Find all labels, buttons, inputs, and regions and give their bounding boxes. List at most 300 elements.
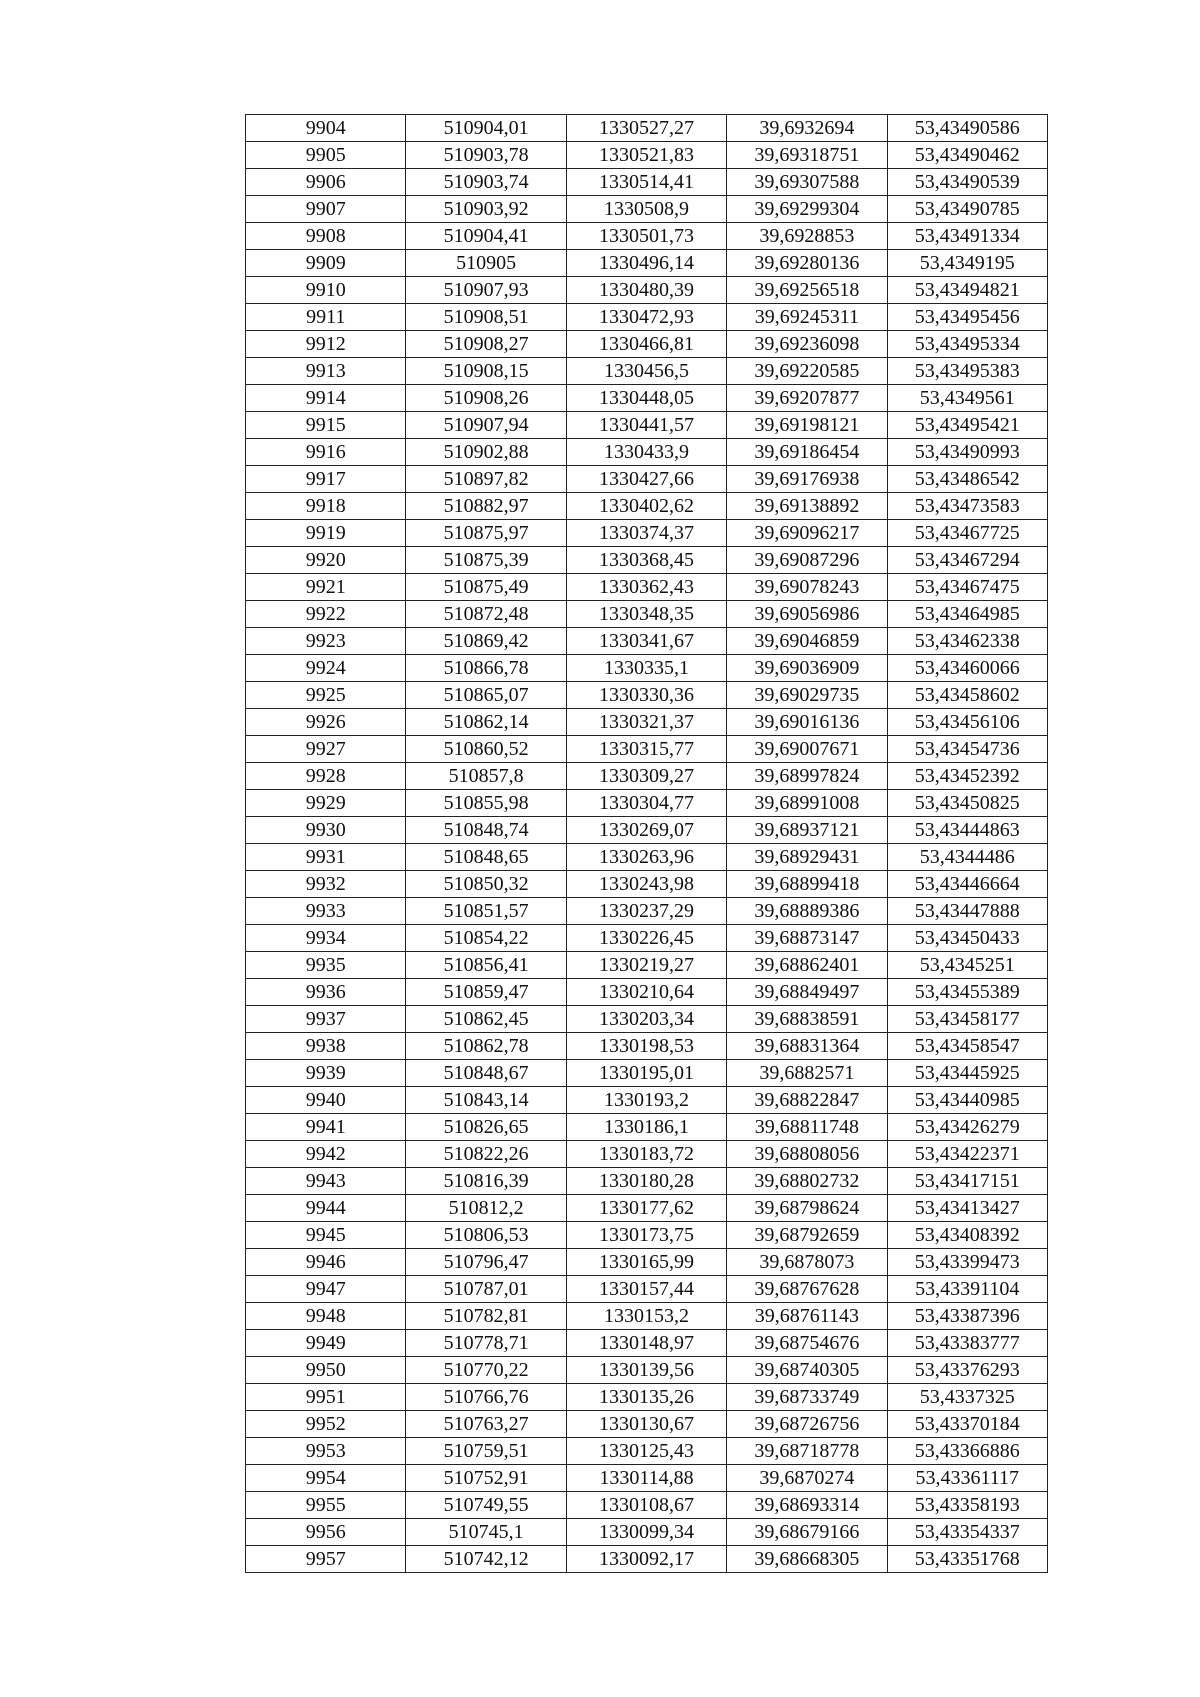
longitude-cell: 53,43376293 [887, 1357, 1047, 1384]
y-coordinate-cell: 1330448,05 [566, 385, 726, 412]
x-coordinate-cell: 510816,39 [406, 1168, 566, 1195]
point-number-cell: 9956 [246, 1519, 406, 1546]
table-row [246, 385, 1048, 412]
longitude-cell: 53,43454736 [887, 736, 1047, 763]
latitude-cell: 39,69245311 [727, 304, 887, 331]
y-coordinate-cell: 1330139,56 [566, 1357, 726, 1384]
latitude-cell: 39,69138892 [727, 493, 887, 520]
longitude-cell: 53,4345251 [887, 952, 1047, 979]
y-coordinate-cell: 1330173,75 [566, 1222, 726, 1249]
longitude-cell: 53,43490586 [887, 115, 1047, 142]
point-number-cell: 9936 [246, 979, 406, 1006]
latitude-cell: 39,68798624 [727, 1195, 887, 1222]
table-row [246, 520, 1048, 547]
latitude-cell: 39,69078243 [727, 574, 887, 601]
table-row [246, 871, 1048, 898]
coordinates-table [245, 114, 1048, 1573]
longitude-cell: 53,43358193 [887, 1492, 1047, 1519]
y-coordinate-cell: 1330341,67 [566, 628, 726, 655]
y-coordinate-cell: 1330243,98 [566, 871, 726, 898]
y-coordinate-cell: 1330269,07 [566, 817, 726, 844]
point-number-cell: 9924 [246, 655, 406, 682]
latitude-cell: 39,68929431 [727, 844, 887, 871]
table-row [246, 493, 1048, 520]
y-coordinate-cell: 1330198,53 [566, 1033, 726, 1060]
latitude-cell: 39,69036909 [727, 655, 887, 682]
table-row [246, 1519, 1048, 1546]
latitude-cell: 39,69007671 [727, 736, 887, 763]
table-row [246, 331, 1048, 358]
x-coordinate-cell: 510763,27 [406, 1411, 566, 1438]
longitude-cell: 53,43446664 [887, 871, 1047, 898]
latitude-cell: 39,69318751 [727, 142, 887, 169]
point-number-cell: 9908 [246, 223, 406, 250]
point-number-cell: 9934 [246, 925, 406, 952]
x-coordinate-cell: 510869,42 [406, 628, 566, 655]
latitude-cell: 39,68849497 [727, 979, 887, 1006]
latitude-cell: 39,69056986 [727, 601, 887, 628]
x-coordinate-cell: 510787,01 [406, 1276, 566, 1303]
point-number-cell: 9952 [246, 1411, 406, 1438]
table-row [246, 1141, 1048, 1168]
point-number-cell: 9918 [246, 493, 406, 520]
longitude-cell: 53,43417151 [887, 1168, 1047, 1195]
latitude-cell: 39,68822847 [727, 1087, 887, 1114]
y-coordinate-cell: 1330157,44 [566, 1276, 726, 1303]
table-row [246, 1168, 1048, 1195]
y-coordinate-cell: 1330427,66 [566, 466, 726, 493]
latitude-cell: 39,69046859 [727, 628, 887, 655]
latitude-cell: 39,68889386 [727, 898, 887, 925]
table-row [246, 142, 1048, 169]
longitude-cell: 53,43458602 [887, 682, 1047, 709]
point-number-cell: 9943 [246, 1168, 406, 1195]
latitude-cell: 39,68718778 [727, 1438, 887, 1465]
longitude-cell: 53,43490785 [887, 196, 1047, 223]
point-number-cell: 9940 [246, 1087, 406, 1114]
x-coordinate-cell: 510862,14 [406, 709, 566, 736]
longitude-cell: 53,43413427 [887, 1195, 1047, 1222]
table-row [246, 601, 1048, 628]
table-row [246, 1438, 1048, 1465]
latitude-cell: 39,6878073 [727, 1249, 887, 1276]
latitude-cell: 39,69096217 [727, 520, 887, 547]
longitude-cell: 53,43422371 [887, 1141, 1047, 1168]
x-coordinate-cell: 510848,67 [406, 1060, 566, 1087]
point-number-cell: 9920 [246, 547, 406, 574]
x-coordinate-cell: 510742,12 [406, 1546, 566, 1573]
x-coordinate-cell: 510850,32 [406, 871, 566, 898]
longitude-cell: 53,43455389 [887, 979, 1047, 1006]
point-number-cell: 9911 [246, 304, 406, 331]
x-coordinate-cell: 510875,39 [406, 547, 566, 574]
longitude-cell: 53,43494821 [887, 277, 1047, 304]
longitude-cell: 53,43370184 [887, 1411, 1047, 1438]
longitude-cell: 53,43464985 [887, 601, 1047, 628]
longitude-cell: 53,43486542 [887, 466, 1047, 493]
point-number-cell: 9954 [246, 1465, 406, 1492]
x-coordinate-cell: 510782,81 [406, 1303, 566, 1330]
x-coordinate-cell: 510749,55 [406, 1492, 566, 1519]
table-row [246, 1006, 1048, 1033]
longitude-cell: 53,43452392 [887, 763, 1047, 790]
table-row [246, 1411, 1048, 1438]
x-coordinate-cell: 510778,71 [406, 1330, 566, 1357]
point-number-cell: 9935 [246, 952, 406, 979]
y-coordinate-cell: 1330374,37 [566, 520, 726, 547]
table-row [246, 412, 1048, 439]
table-row [246, 844, 1048, 871]
longitude-cell: 53,43473583 [887, 493, 1047, 520]
x-coordinate-cell: 510857,8 [406, 763, 566, 790]
latitude-cell: 39,69176938 [727, 466, 887, 493]
x-coordinate-cell: 510856,41 [406, 952, 566, 979]
latitude-cell: 39,68899418 [727, 871, 887, 898]
point-number-cell: 9915 [246, 412, 406, 439]
point-number-cell: 9933 [246, 898, 406, 925]
x-coordinate-cell: 510812,2 [406, 1195, 566, 1222]
table-row [246, 1222, 1048, 1249]
latitude-cell: 39,68767628 [727, 1276, 887, 1303]
point-number-cell: 9947 [246, 1276, 406, 1303]
point-number-cell: 9938 [246, 1033, 406, 1060]
y-coordinate-cell: 1330309,27 [566, 763, 726, 790]
latitude-cell: 39,68802732 [727, 1168, 887, 1195]
latitude-cell: 39,69299304 [727, 196, 887, 223]
table-row [246, 358, 1048, 385]
longitude-cell: 53,43445925 [887, 1060, 1047, 1087]
y-coordinate-cell: 1330195,01 [566, 1060, 726, 1087]
point-number-cell: 9948 [246, 1303, 406, 1330]
longitude-cell: 53,43467294 [887, 547, 1047, 574]
y-coordinate-cell: 1330165,99 [566, 1249, 726, 1276]
point-number-cell: 9942 [246, 1141, 406, 1168]
latitude-cell: 39,69256518 [727, 277, 887, 304]
latitude-cell: 39,69307588 [727, 169, 887, 196]
y-coordinate-cell: 1330203,34 [566, 1006, 726, 1033]
table-row [246, 169, 1048, 196]
y-coordinate-cell: 1330226,45 [566, 925, 726, 952]
y-coordinate-cell: 1330456,5 [566, 358, 726, 385]
point-number-cell: 9946 [246, 1249, 406, 1276]
longitude-cell: 53,4349561 [887, 385, 1047, 412]
table-row [246, 1492, 1048, 1519]
y-coordinate-cell: 1330092,17 [566, 1546, 726, 1573]
y-coordinate-cell: 1330099,34 [566, 1519, 726, 1546]
y-coordinate-cell: 1330362,43 [566, 574, 726, 601]
table-row [246, 682, 1048, 709]
y-coordinate-cell: 1330237,29 [566, 898, 726, 925]
longitude-cell: 53,43467725 [887, 520, 1047, 547]
point-number-cell: 9928 [246, 763, 406, 790]
longitude-cell: 53,43458177 [887, 1006, 1047, 1033]
y-coordinate-cell: 1330315,77 [566, 736, 726, 763]
point-number-cell: 9945 [246, 1222, 406, 1249]
table-row [246, 574, 1048, 601]
latitude-cell: 39,69016136 [727, 709, 887, 736]
y-coordinate-cell: 1330148,97 [566, 1330, 726, 1357]
x-coordinate-cell: 510905 [406, 250, 566, 277]
latitude-cell: 39,68693314 [727, 1492, 887, 1519]
y-coordinate-cell: 1330304,77 [566, 790, 726, 817]
longitude-cell: 53,4349195 [887, 250, 1047, 277]
y-coordinate-cell: 1330135,26 [566, 1384, 726, 1411]
latitude-cell: 39,69207877 [727, 385, 887, 412]
latitude-cell: 39,68997824 [727, 763, 887, 790]
table-row [246, 817, 1048, 844]
longitude-cell: 53,43462338 [887, 628, 1047, 655]
point-number-cell: 9925 [246, 682, 406, 709]
latitude-cell: 39,69087296 [727, 547, 887, 574]
x-coordinate-cell: 510796,47 [406, 1249, 566, 1276]
point-number-cell: 9921 [246, 574, 406, 601]
table-row [246, 655, 1048, 682]
table-row [246, 1357, 1048, 1384]
latitude-cell: 39,68808056 [727, 1141, 887, 1168]
latitude-cell: 39,69236098 [727, 331, 887, 358]
point-number-cell: 9944 [246, 1195, 406, 1222]
point-number-cell: 9930 [246, 817, 406, 844]
x-coordinate-cell: 510908,15 [406, 358, 566, 385]
table-row [246, 547, 1048, 574]
table-row [246, 736, 1048, 763]
point-number-cell: 9955 [246, 1492, 406, 1519]
longitude-cell: 53,43391104 [887, 1276, 1047, 1303]
y-coordinate-cell: 1330219,27 [566, 952, 726, 979]
x-coordinate-cell: 510745,1 [406, 1519, 566, 1546]
y-coordinate-cell: 1330508,9 [566, 196, 726, 223]
longitude-cell: 53,43361117 [887, 1465, 1047, 1492]
latitude-cell: 39,68831364 [727, 1033, 887, 1060]
point-number-cell: 9922 [246, 601, 406, 628]
point-number-cell: 9904 [246, 115, 406, 142]
longitude-cell: 53,43444863 [887, 817, 1047, 844]
longitude-cell: 53,43408392 [887, 1222, 1047, 1249]
longitude-cell: 53,43387396 [887, 1303, 1047, 1330]
longitude-cell: 53,43490993 [887, 439, 1047, 466]
y-coordinate-cell: 1330153,2 [566, 1303, 726, 1330]
point-number-cell: 9923 [246, 628, 406, 655]
latitude-cell: 39,68740305 [727, 1357, 887, 1384]
point-number-cell: 9914 [246, 385, 406, 412]
coordinates-table-body [246, 115, 1048, 1573]
x-coordinate-cell: 510865,07 [406, 682, 566, 709]
longitude-cell: 53,43495456 [887, 304, 1047, 331]
table-row [246, 250, 1048, 277]
x-coordinate-cell: 510904,41 [406, 223, 566, 250]
point-number-cell: 9913 [246, 358, 406, 385]
x-coordinate-cell: 510872,48 [406, 601, 566, 628]
point-number-cell: 9951 [246, 1384, 406, 1411]
x-coordinate-cell: 510903,78 [406, 142, 566, 169]
x-coordinate-cell: 510908,27 [406, 331, 566, 358]
y-coordinate-cell: 1330263,96 [566, 844, 726, 871]
x-coordinate-cell: 510902,88 [406, 439, 566, 466]
longitude-cell: 53,43383777 [887, 1330, 1047, 1357]
latitude-cell: 39,69220585 [727, 358, 887, 385]
table-row [246, 979, 1048, 1006]
longitude-cell: 53,4344486 [887, 844, 1047, 871]
latitude-cell: 39,69186454 [727, 439, 887, 466]
latitude-cell: 39,69029735 [727, 682, 887, 709]
y-coordinate-cell: 1330466,81 [566, 331, 726, 358]
longitude-cell: 53,43450433 [887, 925, 1047, 952]
table-row [246, 1546, 1048, 1573]
table-row [246, 709, 1048, 736]
x-coordinate-cell: 510822,26 [406, 1141, 566, 1168]
x-coordinate-cell: 510907,93 [406, 277, 566, 304]
longitude-cell: 53,43495334 [887, 331, 1047, 358]
point-number-cell: 9950 [246, 1357, 406, 1384]
point-number-cell: 9912 [246, 331, 406, 358]
latitude-cell: 39,68873147 [727, 925, 887, 952]
y-coordinate-cell: 1330183,72 [566, 1141, 726, 1168]
table-row [246, 1114, 1048, 1141]
longitude-cell: 53,43456106 [887, 709, 1047, 736]
longitude-cell: 53,43490462 [887, 142, 1047, 169]
latitude-cell: 39,68937121 [727, 817, 887, 844]
x-coordinate-cell: 510859,47 [406, 979, 566, 1006]
table-row [246, 763, 1048, 790]
longitude-cell: 53,43351768 [887, 1546, 1047, 1573]
x-coordinate-cell: 510903,74 [406, 169, 566, 196]
x-coordinate-cell: 510860,52 [406, 736, 566, 763]
table-row [246, 439, 1048, 466]
y-coordinate-cell: 1330130,67 [566, 1411, 726, 1438]
table-row [246, 1087, 1048, 1114]
latitude-cell: 39,68733749 [727, 1384, 887, 1411]
y-coordinate-cell: 1330472,93 [566, 304, 726, 331]
x-coordinate-cell: 510826,65 [406, 1114, 566, 1141]
x-coordinate-cell: 510855,98 [406, 790, 566, 817]
y-coordinate-cell: 1330480,39 [566, 277, 726, 304]
table-row [246, 1195, 1048, 1222]
table-row [246, 466, 1048, 493]
x-coordinate-cell: 510904,01 [406, 115, 566, 142]
table-row [246, 898, 1048, 925]
latitude-cell: 39,69198121 [727, 412, 887, 439]
longitude-cell: 53,43495383 [887, 358, 1047, 385]
x-coordinate-cell: 510759,51 [406, 1438, 566, 1465]
table-row [246, 1060, 1048, 1087]
latitude-cell: 39,6870274 [727, 1465, 887, 1492]
latitude-cell: 39,68679166 [727, 1519, 887, 1546]
point-number-cell: 9917 [246, 466, 406, 493]
x-coordinate-cell: 510897,82 [406, 466, 566, 493]
y-coordinate-cell: 1330177,62 [566, 1195, 726, 1222]
x-coordinate-cell: 510862,45 [406, 1006, 566, 1033]
x-coordinate-cell: 510908,51 [406, 304, 566, 331]
y-coordinate-cell: 1330125,43 [566, 1438, 726, 1465]
table-row [246, 1303, 1048, 1330]
longitude-cell: 53,43354337 [887, 1519, 1047, 1546]
x-coordinate-cell: 510854,22 [406, 925, 566, 952]
x-coordinate-cell: 510766,76 [406, 1384, 566, 1411]
x-coordinate-cell: 510848,74 [406, 817, 566, 844]
point-number-cell: 9941 [246, 1114, 406, 1141]
y-coordinate-cell: 1330335,1 [566, 655, 726, 682]
y-coordinate-cell: 1330441,57 [566, 412, 726, 439]
point-number-cell: 9937 [246, 1006, 406, 1033]
point-number-cell: 9932 [246, 871, 406, 898]
y-coordinate-cell: 1330210,64 [566, 979, 726, 1006]
y-coordinate-cell: 1330193,2 [566, 1087, 726, 1114]
y-coordinate-cell: 1330521,83 [566, 142, 726, 169]
longitude-cell: 53,43467475 [887, 574, 1047, 601]
x-coordinate-cell: 510908,26 [406, 385, 566, 412]
table-row [246, 1276, 1048, 1303]
longitude-cell: 53,43447888 [887, 898, 1047, 925]
x-coordinate-cell: 510848,65 [406, 844, 566, 871]
point-number-cell: 9957 [246, 1546, 406, 1573]
table-row [246, 115, 1048, 142]
latitude-cell: 39,68754676 [727, 1330, 887, 1357]
latitude-cell: 39,68761143 [727, 1303, 887, 1330]
y-coordinate-cell: 1330348,35 [566, 601, 726, 628]
x-coordinate-cell: 510851,57 [406, 898, 566, 925]
x-coordinate-cell: 510862,78 [406, 1033, 566, 1060]
y-coordinate-cell: 1330368,45 [566, 547, 726, 574]
longitude-cell: 53,43366886 [887, 1438, 1047, 1465]
y-coordinate-cell: 1330496,14 [566, 250, 726, 277]
table-row [246, 223, 1048, 250]
x-coordinate-cell: 510875,97 [406, 520, 566, 547]
x-coordinate-cell: 510882,97 [406, 493, 566, 520]
point-number-cell: 9919 [246, 520, 406, 547]
point-number-cell: 9939 [246, 1060, 406, 1087]
table-row [246, 628, 1048, 655]
table-row [246, 790, 1048, 817]
longitude-cell: 53,43490539 [887, 169, 1047, 196]
latitude-cell: 39,68838591 [727, 1006, 887, 1033]
table-row [246, 277, 1048, 304]
latitude-cell: 39,69280136 [727, 250, 887, 277]
point-number-cell: 9910 [246, 277, 406, 304]
longitude-cell: 53,43399473 [887, 1249, 1047, 1276]
x-coordinate-cell: 510866,78 [406, 655, 566, 682]
y-coordinate-cell: 1330186,1 [566, 1114, 726, 1141]
longitude-cell: 53,43491334 [887, 223, 1047, 250]
table-row [246, 1384, 1048, 1411]
point-number-cell: 9905 [246, 142, 406, 169]
latitude-cell: 39,6932694 [727, 115, 887, 142]
table-row [246, 925, 1048, 952]
latitude-cell: 39,6928853 [727, 223, 887, 250]
y-coordinate-cell: 1330402,62 [566, 493, 726, 520]
point-number-cell: 9931 [246, 844, 406, 871]
point-number-cell: 9953 [246, 1438, 406, 1465]
x-coordinate-cell: 510806,53 [406, 1222, 566, 1249]
y-coordinate-cell: 1330330,36 [566, 682, 726, 709]
latitude-cell: 39,6882571 [727, 1060, 887, 1087]
point-number-cell: 9927 [246, 736, 406, 763]
y-coordinate-cell: 1330514,41 [566, 169, 726, 196]
point-number-cell: 9907 [246, 196, 406, 223]
y-coordinate-cell: 1330180,28 [566, 1168, 726, 1195]
latitude-cell: 39,68991008 [727, 790, 887, 817]
table-row [246, 196, 1048, 223]
table-row [246, 1330, 1048, 1357]
x-coordinate-cell: 510770,22 [406, 1357, 566, 1384]
table-row [246, 952, 1048, 979]
point-number-cell: 9929 [246, 790, 406, 817]
table-row [246, 1249, 1048, 1276]
y-coordinate-cell: 1330321,37 [566, 709, 726, 736]
x-coordinate-cell: 510907,94 [406, 412, 566, 439]
point-number-cell: 9926 [246, 709, 406, 736]
point-number-cell: 9916 [246, 439, 406, 466]
y-coordinate-cell: 1330108,67 [566, 1492, 726, 1519]
